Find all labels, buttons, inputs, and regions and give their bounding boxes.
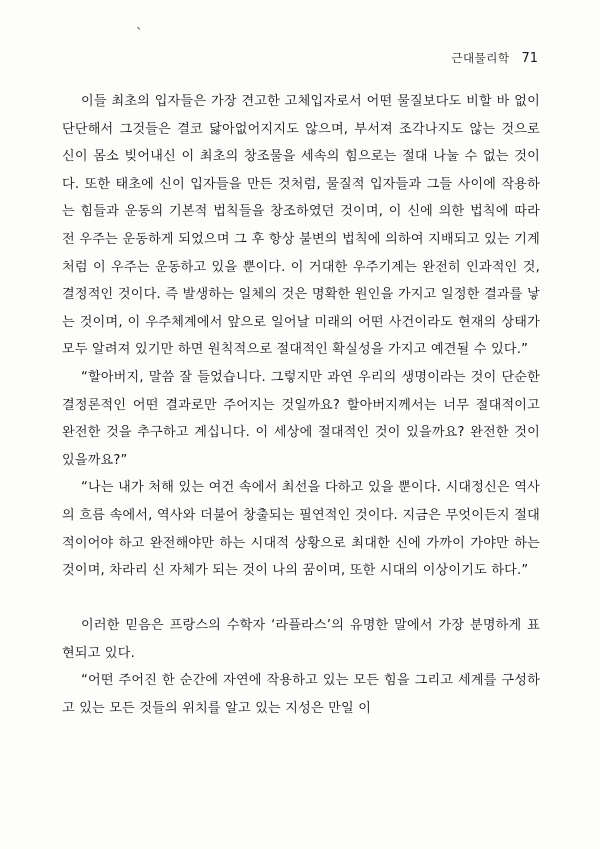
- paragraph: 이러한 믿음은 프랑스의 수학자 ‘라플라스’의 유명한 말에서 가장 분명하게 표현되고 있다.: [62, 618, 540, 661]
- margin-tick-mark: `: [136, 27, 143, 42]
- header-page-number: 71: [521, 51, 538, 66]
- page-header: [451, 50, 538, 66]
- paragraph: “나는 내가 처해 있는 여건 속에서 최선을 다하고 있을 뿐이다. 시대정신은 역사의 흐름 속에서, 역사와 더불어 창출되는 필연적인 것이다. 지금은 무엇이든지 절대적이어야 하고 완전해야만 하는 시대적 상황으로 최대한 신에 가까이 가야만 하는 것이며, 차라리 신 자체가 되는 것이 나의 꿈이며, 또한 시대의 이상이기도 하다.”: [62, 480, 540, 579]
- paragraph: “할아버지, 말씀 잘 들었습니다. 그렇지만 과연 우리의 생명이라는 것이 단순한 결정론적인 어떤 결과로만 주어지는 것일까요? 할아버지께서는 너무 절대적이고 완전한 것을 추구하고 계십니다. 이 세상에 절대적인 것이 있을까요? 완전한 것이 있을까요?”: [62, 369, 540, 468]
- page-body: [62, 88, 540, 723]
- paragraph: “어떤 주어진 한 순간에 자연에 작용하고 있는 모든 힘을 그리고 세계를 구성하고 있는 모든 것들의 위치를 알고 있는 지성은 만일 이: [62, 673, 540, 717]
- header-chapter-title: 근대물리학: [451, 51, 510, 65]
- paragraph: 이들 최초의 입자들은 가장 견고한 고체입자로서 어떤 물질보다도 비할 바 없이 단단해서 그것들은 결코 닳아없어지지도 않으며, 부서져 조각나지도 않는 것으로 신이 몸소 빚어내신 이 최초의 창조물을 세속의 힘으로는 절대 나눌 수 없는 것이다. 또한 태초에 신이 입자들을 만든 것처럼, 물질적 입자들과 그들 사이에 작용하는 힘들과 운동의 기본적 법칙들을 창조하였던 것이며, 이 신에 의한 법칙에 따라 전 우주는 운동하게 되었으며 그 후 항상 불변의 법칙에 의하여 지배되고 있는 기계처럼 이 우주는 운동하고 있을 뿐이다. 이 거대한 우주기계는 완전히 인과적인 것, 결정적인 것이다. 즉 발생하는 일체의 것은 명확한 원인을 가지고 일정한 결과를 낳는 것이며, 이 우주체계에서 앞으로 일어날 미래의 어떤 사건이라도 현재의 상태가 모두 알려져 있기만 하면 원칙적으로 절대적인 확실성을 가지고 예견될 수 있다.”: [62, 94, 540, 358]
